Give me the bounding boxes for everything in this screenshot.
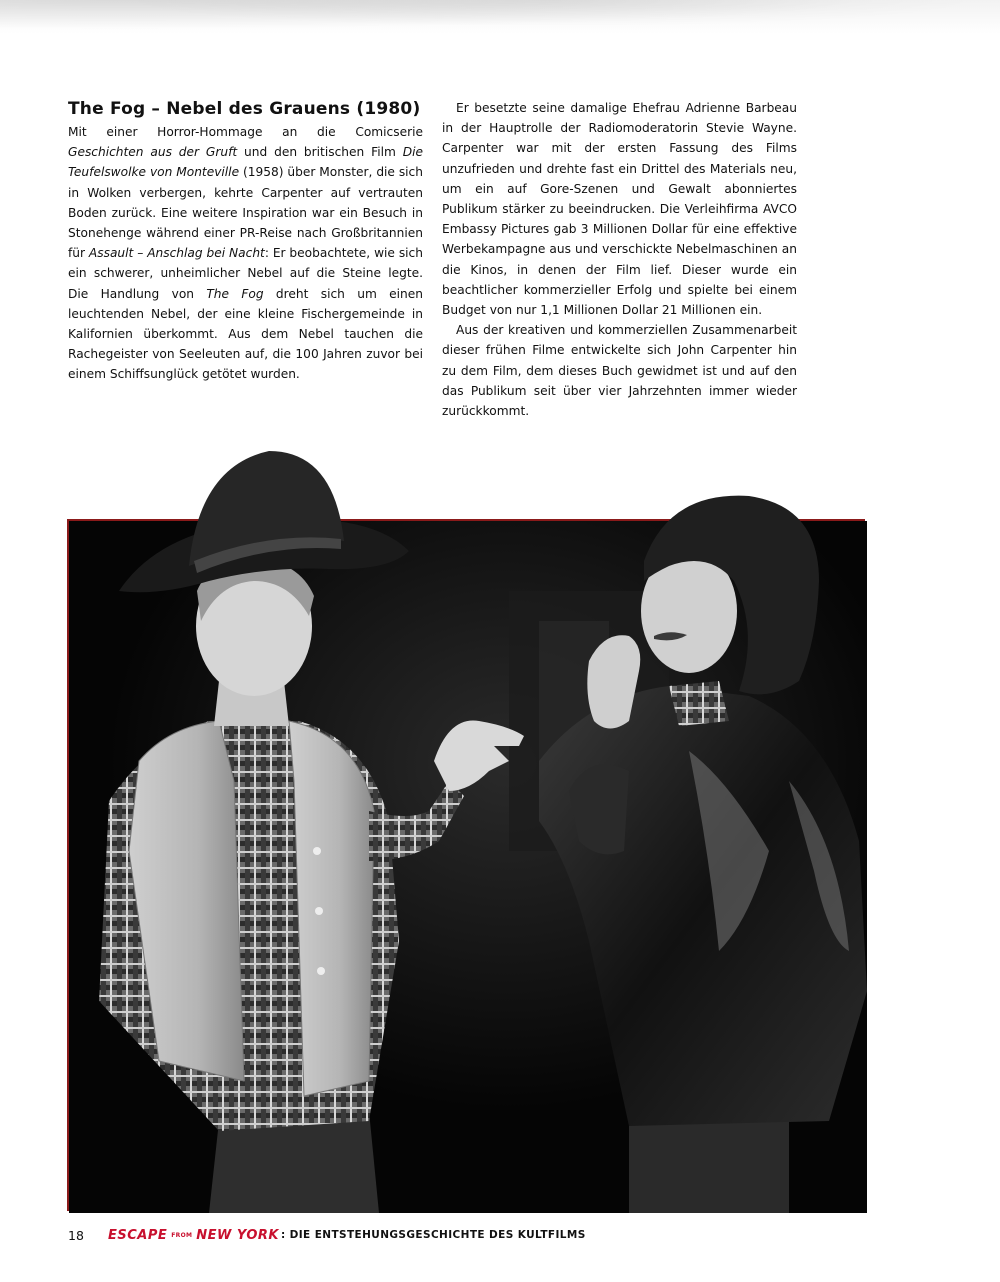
section-heading: The Fog – Nebel des Grauens (1980) [68,99,421,119]
paragraph-text: dreht sich um einen leuchtenden Nebel, der eine kleine Fischergemeinde in Kalifornien überkommt. Aus dem Nebel tauchen die Rachegeister von Seeleuten auf, die 100 Jahren zuvor bei einem Schiffsunglück getötet wurden. [68,286,423,382]
italic-title-text: Geschichten aus der Gruft [68,145,238,160]
book-logo [108,1228,279,1243]
vest-right-panel [289,721,374,1096]
paragraph-text: : Er beobachtete, wie sich ein schwerer, unheimlicher Nebel auf die Steine legte. Die Handlung von [68,246,423,301]
italic-title-text: Die Teufelswolke von Monteville [68,145,423,180]
article-paragraph-right-2: Aus der kreativen und kommerziellen Zusammenarbeit dieser frühen Filme entwickelte sich John Carpenter hin zu dem Film, dem dieses Buch gewidmet ist und auf den das Publikum seit über vier Jahrzehnten immer wieder zurückkommt. [442,323,797,419]
photo-frame [67,519,865,1211]
book-subtitle: : DIE ENTSTEHUNGSGESCHICHTE DES KULTFILMS [280,1229,586,1241]
plaid-collar-right [669,681,729,726]
vest-button [313,847,321,855]
logo-new-york: NEW YORK [196,1227,279,1243]
logo-from: FROM [171,1231,193,1239]
photo-illustration [69,521,867,1213]
paragraph-text: und den britischen Film [237,145,403,160]
page-footer [68,1225,586,1245]
italic-title-text: Assault – Anschlag bei Nacht [88,246,265,261]
article-column-left [68,98,423,385]
article-column-right [442,98,797,421]
vest-button [317,967,325,975]
paragraph-text: Mit einer Horror-Hommage an die Comicserie [68,125,423,139]
article-paragraph-right-1: Er besetzte seine damalige Ehefrau Adrienne Barbeau in der Hauptrolle der Radiomoderatorin Stevie Wayne. Carpenter war mit der ersten Fassung des Films unzufrieden und drehte fast ein Drittel des Materials neu, um ein auf Gore-Szenen und Gewalt abonniertes Publikum stärker zu beeindrucken. Die Verleihfirma AVCO Embassy Pictures gab 3 Millionen Dollar für eine effektive Werbekampagne aus und verschickte Nebelmaschinen an die Kinos, in denen der Film lief. Dieser wurde ein beachtlicher kommerzieller Erfolg und spielte bei einem Budget von nur 1,1 Millionen Dollar 21 Millionen ein. [442,101,797,318]
paragraph-text: (1958) über Monster, die sich in Wolken verbergen, kehrte Carpenter auf vertrauten Boden zurück. Eine weitere Inspiration war ein Besuch in Stonehenge während einer PR-Reise nach Großbritannien für [68,165,423,261]
article-paragraph-left [68,122,423,385]
top-texture [0,0,1000,34]
vest-button [315,907,323,915]
page-number: 18 [68,1227,84,1243]
logo-escape: ESCAPE [108,1227,168,1243]
italic-title-text: The Fog [206,286,264,301]
